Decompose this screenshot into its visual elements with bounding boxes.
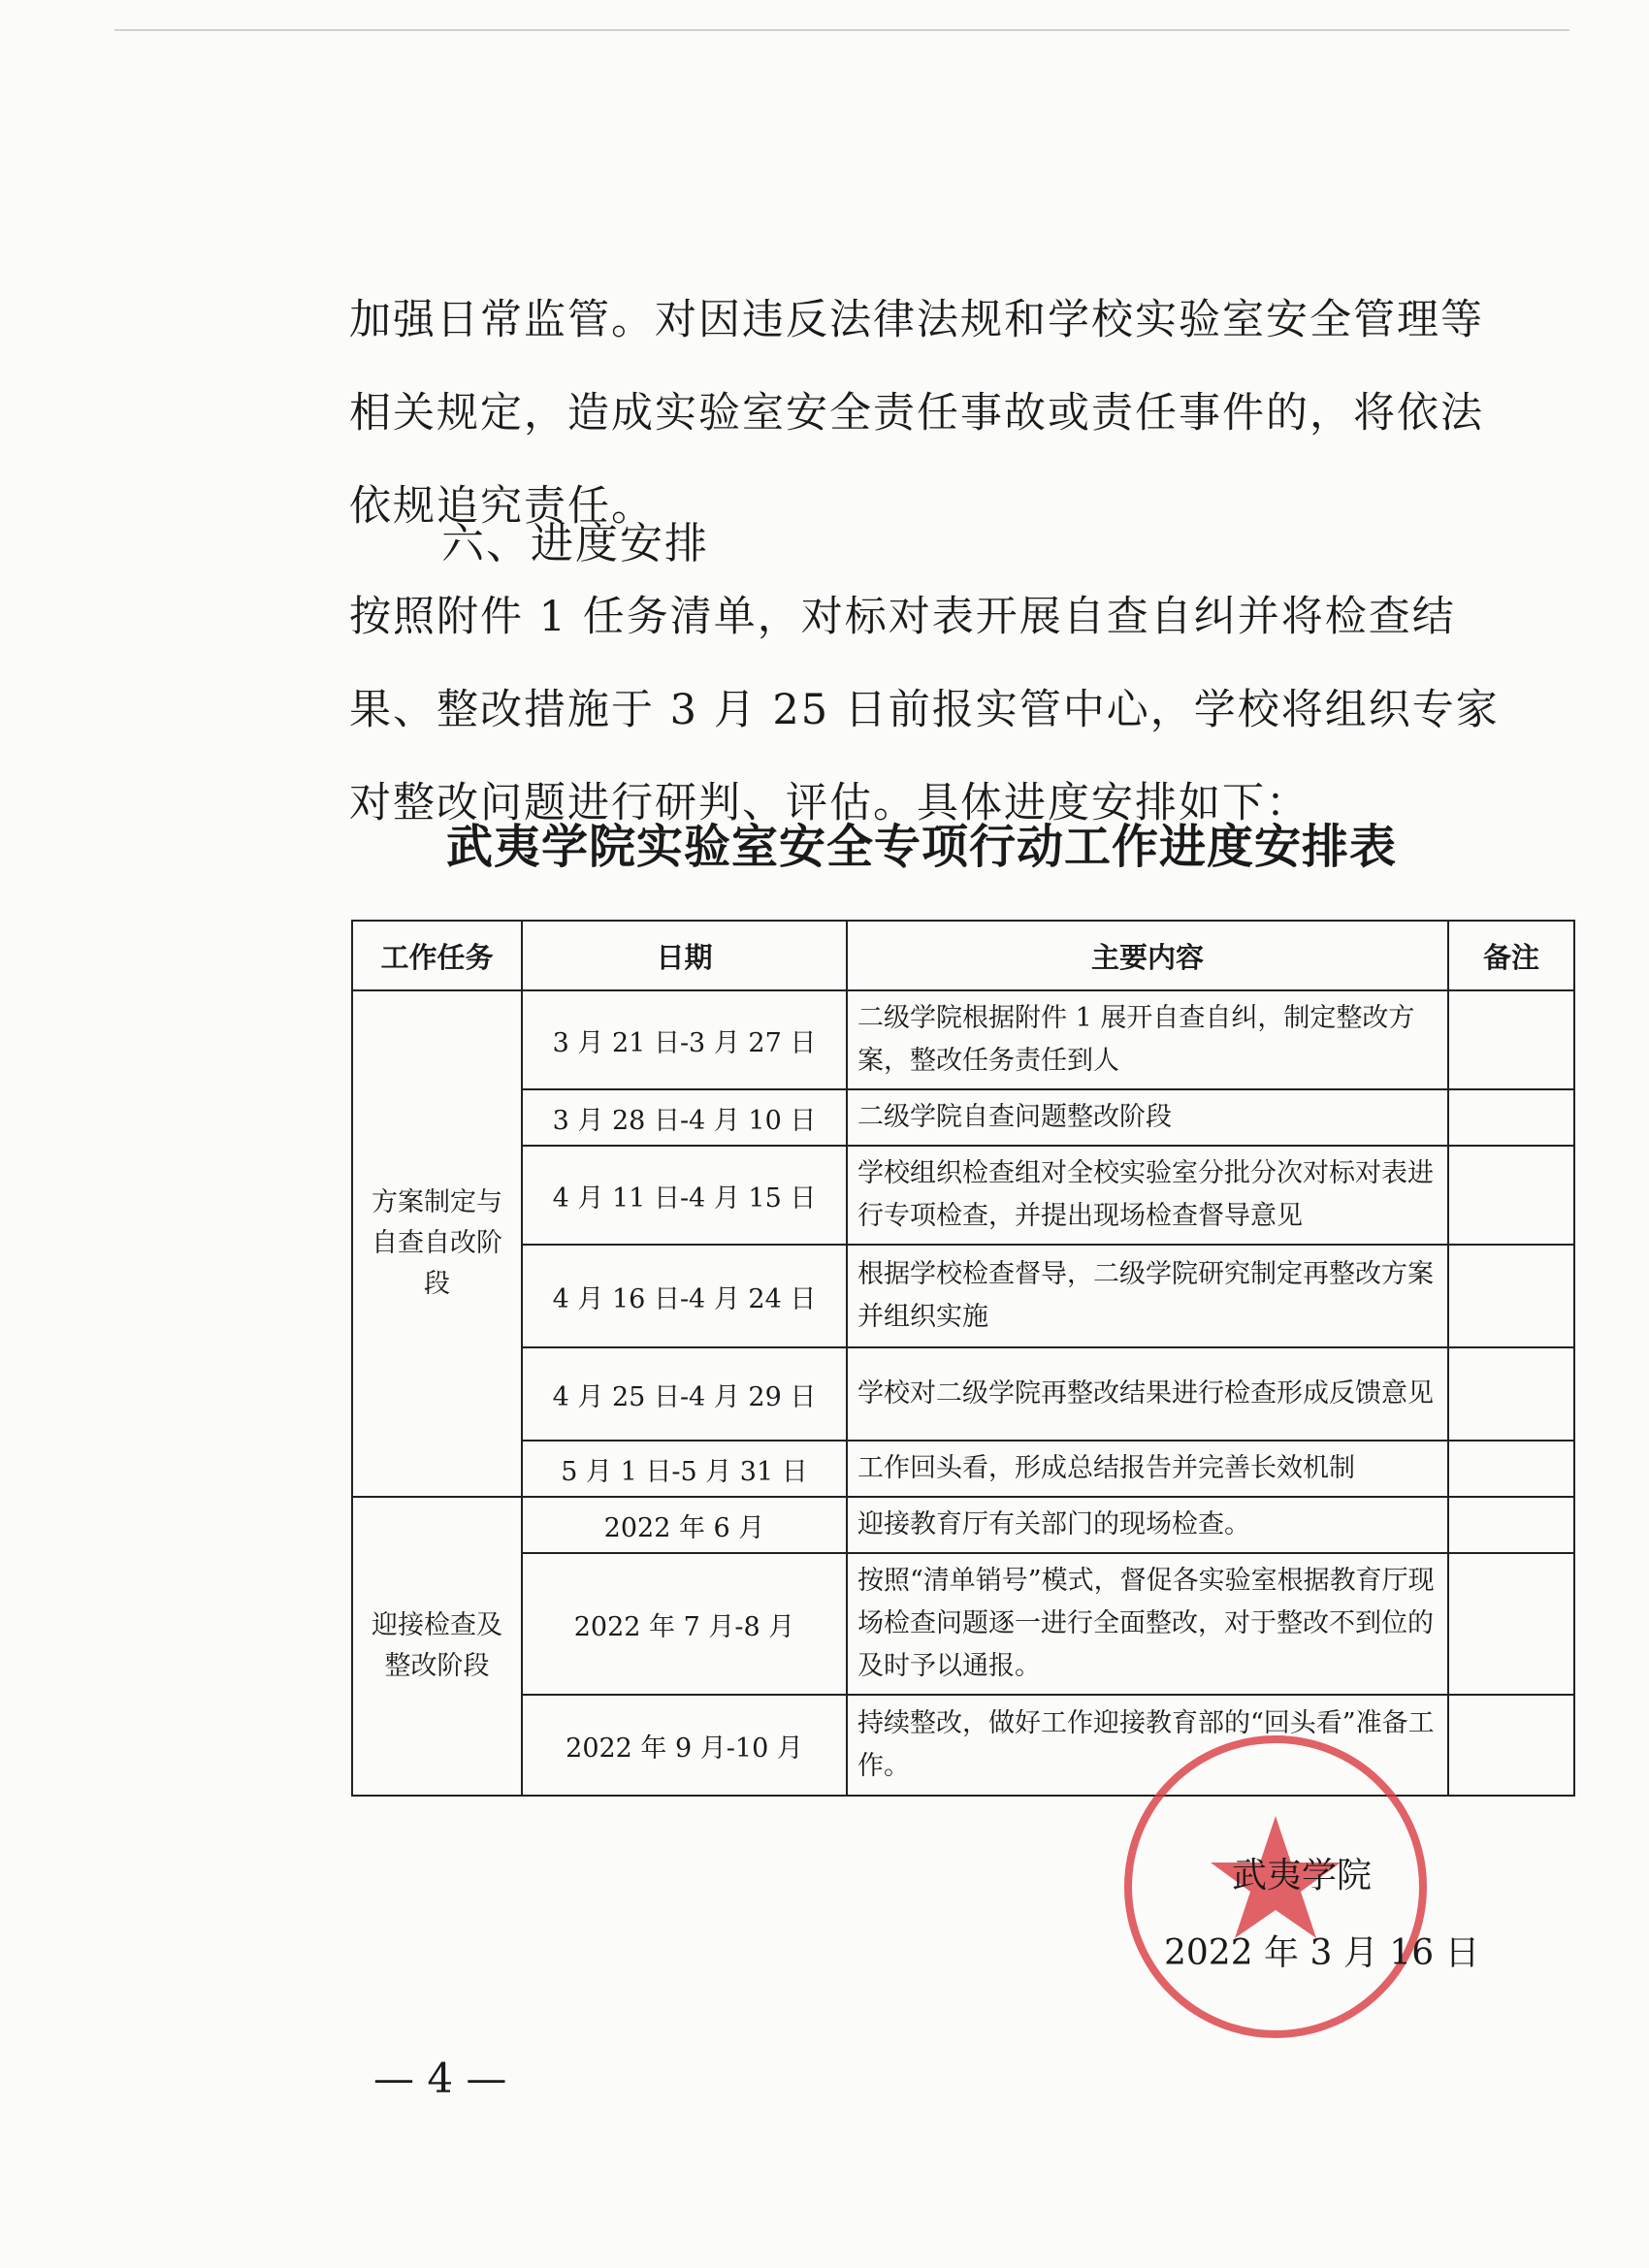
- schedule-table: [351, 920, 1575, 1797]
- table-row: [352, 1146, 1574, 1245]
- date-cell: 4 月 25 日-4 月 29 日: [522, 1347, 847, 1441]
- content-cell: 迎接教育厅有关部门的现场检查。: [847, 1497, 1448, 1553]
- date-cell: 5 月 1 日-5 月 31 日: [522, 1441, 847, 1497]
- date-cell: 3 月 21 日-3 月 27 日: [522, 990, 847, 1089]
- content-cell: 二级学院根据附件 1 展开自查自纠，制定整改方案，整改任务责任到人: [847, 990, 1448, 1089]
- top-rule: [114, 29, 1569, 31]
- page-number: — 4 —: [373, 2055, 507, 2102]
- remarks-cell: [1448, 1441, 1574, 1497]
- table-row: [352, 1441, 1574, 1497]
- date-cell: 2022 年 9 月-10 月: [522, 1695, 847, 1796]
- paragraph-schedule-intro: 按照附件 1 任务清单，对标对表开展自查自纠并将检查结果、整改措施于 3 月 25 日前报实管中心，学校将组织专家对整改问题进行研判、评估。具体进度安排如下：: [349, 593, 1500, 827]
- date-cell: 4 月 11 日-4 月 15 日: [522, 1146, 847, 1245]
- table-row: [352, 1497, 1574, 1553]
- paragraph-supervision: 加强日常监管。对因违反法律法规和学校实验室安全管理等相关规定，造成实验室安全责任事故或责任事件的，将依法依规追究责任。: [349, 296, 1484, 531]
- table-row: [352, 1347, 1574, 1441]
- signature-org: 武夷学院: [1232, 1856, 1373, 1895]
- remarks-cell: [1448, 1089, 1574, 1146]
- remarks-cell: [1448, 1695, 1574, 1796]
- date-cell: 3 月 28 日-4 月 10 日: [522, 1089, 847, 1146]
- header-content: 主要内容: [847, 921, 1448, 990]
- section-heading-schedule: 六、进度安排: [441, 519, 709, 568]
- content-cell: 按照“清单销号”模式，督促各实验室根据教育厅现场检查问题逐一进行全面整改，对于整改不到位的及时予以通报。: [847, 1553, 1448, 1695]
- table-row: [352, 1245, 1574, 1347]
- content-cell: 学校对二级学院再整改结果进行检查形成反馈意见: [847, 1347, 1448, 1441]
- header-remarks: 备注: [1448, 921, 1574, 990]
- table-title: 武夷学院实验室安全专项行动工作进度安排表: [446, 820, 1398, 874]
- remarks-cell: [1448, 1245, 1574, 1347]
- content-cell: 学校组织检查组对全校实验室分批分次对标对表进行专项检查，并提出现场检查督导意见: [847, 1146, 1448, 1245]
- date-cell: 4 月 16 日-4 月 24 日: [522, 1245, 847, 1347]
- remarks-cell: [1448, 1146, 1574, 1245]
- table-row: [352, 990, 1574, 1089]
- date-cell: 2022 年 7 月-8 月: [522, 1553, 847, 1695]
- content-cell: 持续整改，做好工作迎接教育部的“回头看”准备工作。: [847, 1695, 1448, 1796]
- task-cell: 方案制定与自查自改阶段: [352, 990, 522, 1497]
- remarks-cell: [1448, 1347, 1574, 1441]
- content-cell: 工作回头看，形成总结报告并完善长效机制: [847, 1441, 1448, 1497]
- header-date: 日期: [522, 921, 847, 990]
- date-cell: 2022 年 6 月: [522, 1497, 847, 1553]
- content-cell: 根据学校检查督导，二级学院研究制定再整改方案并组织实施: [847, 1245, 1448, 1347]
- table-header-row: [352, 921, 1574, 990]
- remarks-cell: [1448, 990, 1574, 1089]
- table-row: [352, 1089, 1574, 1146]
- table-row: [352, 1553, 1574, 1695]
- remarks-cell: [1448, 1553, 1574, 1695]
- remarks-cell: [1448, 1497, 1574, 1553]
- signature-date: 2022 年 3 月 16 日: [1164, 1933, 1480, 1973]
- content-cell: 二级学院自查问题整改阶段: [847, 1089, 1448, 1146]
- task-cell: 迎接检查及整改阶段: [352, 1497, 522, 1796]
- header-task: 工作任务: [352, 921, 522, 990]
